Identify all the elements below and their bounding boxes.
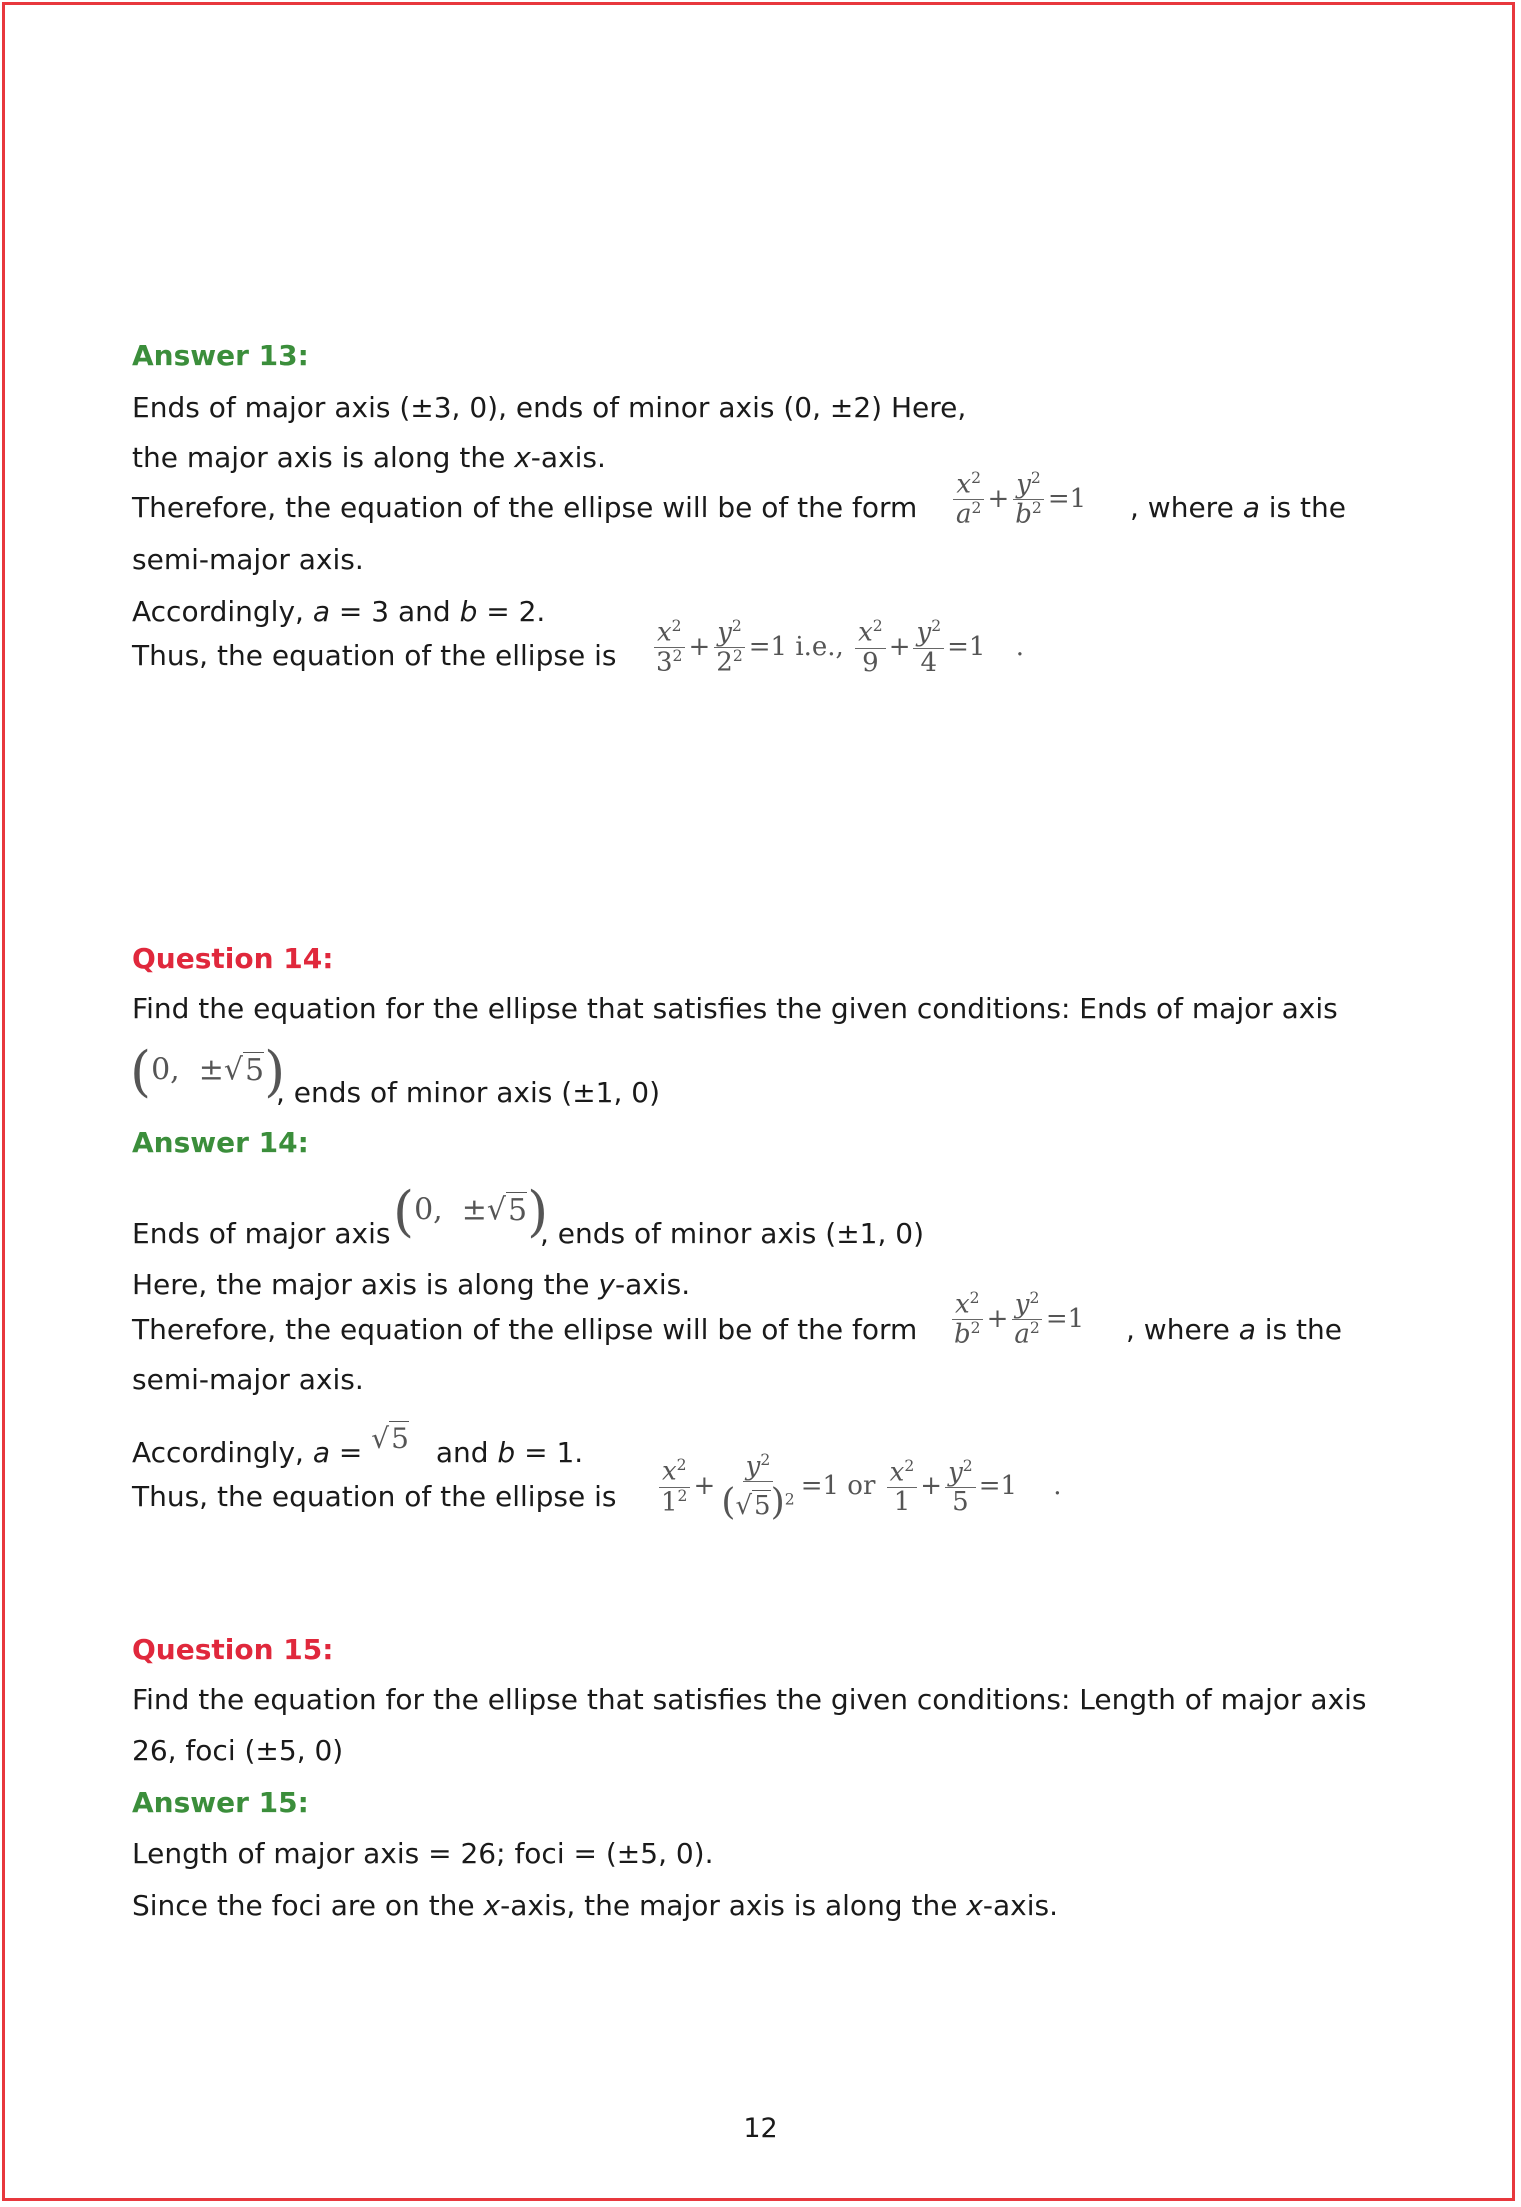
answer-14-final-equation: $\frac{x^2}{1^2}$ + $\frac{y^2}{(√5)^2}$ =1 or $\frac{x^2}{1}$ + $\frac{y^2}{5}$ =1 .: [655, 1452, 1062, 1522]
answer-13-final-equation: $\frac{x^2}{3^2}$ + $\frac{y^2}{2^2}$ =1 i.e., $\frac{x^2}{9}$ + $\frac{y^2}{4}$ =1 .: [650, 618, 1024, 678]
answer-13-line-4: semi-major axis.: [132, 543, 364, 576]
answer-13-line-3-end: , where a is the: [1130, 491, 1346, 524]
major-axis-ends-q14: (0, ±√5): [130, 1040, 286, 1103]
answer-14-line-1: Ends of major axis: [132, 1217, 391, 1250]
answer-13-heading: Answer 13:: [132, 339, 309, 372]
answer-14-line-6: Thus, the equation of the ellipse is: [132, 1480, 617, 1513]
answer-14-line-4: semi-major axis.: [132, 1363, 364, 1396]
answer-14-line-5: Accordingly, a = √5 and b = 1.: [132, 1422, 584, 1469]
answer-13-line-1: Ends of major axis (±3, 0), ends of minor axis (0, ±2) Here,: [132, 391, 967, 424]
answer-15-heading: Answer 15:: [132, 1786, 309, 1819]
major-axis-ends-a14: (0, ±√5): [393, 1180, 549, 1243]
answer-13-line-2: the major axis is along the x-axis.: [132, 441, 606, 474]
page-number: 12: [743, 2113, 778, 2144]
question-14-line-2: , ends of minor axis (±1, 0): [276, 1076, 661, 1109]
question-15-heading: Question 15:: [132, 1633, 334, 1666]
answer-14-line-3: Therefore, the equation of the ellipse will be of the form: [132, 1313, 918, 1346]
question-14-line-1: Find the equation for the ellipse that satisfies the given conditions: Ends of major axis: [132, 992, 1338, 1025]
answer-13-line-6: Thus, the equation of the ellipse is: [132, 639, 617, 672]
question-15-line-1: Find the equation for the ellipse that satisfies the given conditions: Length of major axis: [132, 1683, 1367, 1716]
answer-14-line-3-end: , where a is the: [1126, 1313, 1342, 1346]
answer-14-heading: Answer 14:: [132, 1126, 309, 1159]
ellipse-general-form-x: $\frac{x^2}{a^2}$ + $\frac{y^2}{b^2}$ =1: [950, 470, 1086, 530]
question-15-line-2: 26, foci (±5, 0): [132, 1734, 344, 1767]
question-14-heading: Question 14:: [132, 942, 334, 975]
answer-13-line-3: Therefore, the equation of the ellipse will be of the form: [132, 491, 918, 524]
answer-14-line-1-end: , ends of minor axis (±1, 0): [540, 1217, 925, 1250]
ellipse-general-form-y: $\frac{x^2}{b^2}$ + $\frac{y^2}{a^2}$ =1: [948, 1290, 1084, 1350]
answer-15-line-1: Length of major axis = 26; foci = (±5, 0).: [132, 1837, 714, 1870]
answer-14-line-2: Here, the major axis is along the y-axis.: [132, 1268, 691, 1301]
answer-13-line-5: Accordingly, a = 3 and b = 2.: [132, 595, 546, 628]
answer-15-line-2: Since the foci are on the x-axis, the major axis is along the x-axis.: [132, 1889, 1059, 1922]
